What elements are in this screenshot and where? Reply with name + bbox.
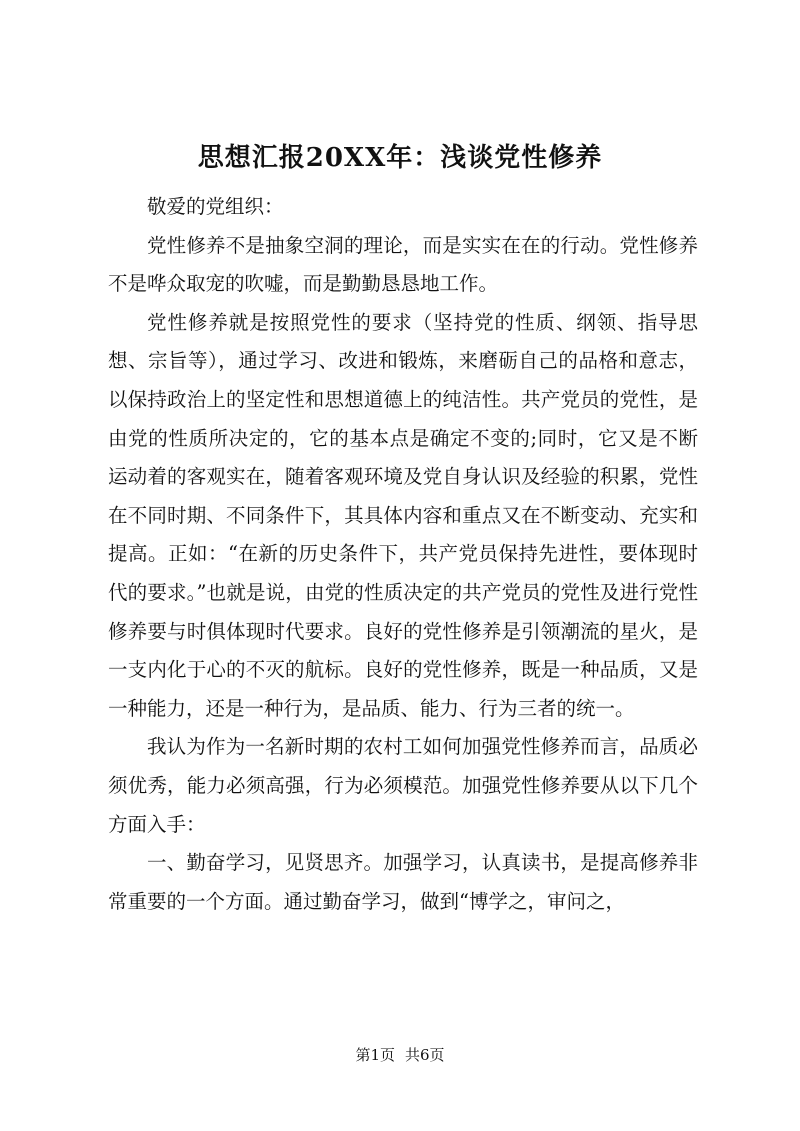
page-number: 第1页 — [355, 1046, 395, 1064]
body-paragraph: 党性修养不是抽象空洞的理论，而是实实在在的行动。党性修养不是哗众取宠的吹嘘，而是勤勤恳恳地工作。 — [108, 233, 698, 296]
body-paragraph: 党性修养就是按照党性的要求（坚持党的性质、纲领、指导思想、宗旨等），通过学习、改进和锻炼，来磨砺自己的品格和意志，以保持政治上的坚定性和思想道德上的纯洁性。共产党员的党性，是由党的性质所决定的，它的基本点是确定不变的;同时，它又是不断运动着的客观实在，随着客观环境及党自身认识及经验的积累，党性在不同时期、不同条件下，其具体内容和重点又在不断变动、充实和提高。正如：“在新的历史条件下，共产党员保持先进性，要体现时代的要求。”也就是说，由党的性质决定的共产党员的党性及进行党性修养要与时俱体现时代要求。良好的党性修养是引领潮流的星火，是一支内化于心的不灭的航标。良好的党性修养，既是一种品质，又是一种能力，还是一种行为，是品质、能力、行为三者的统一。 — [108, 310, 698, 720]
page-total: 共6页 — [405, 1046, 445, 1064]
document-title: 思想汇报20XX年：浅谈党性修养 — [197, 143, 603, 173]
page-footer — [0, 1045, 800, 1065]
salutation-paragraph: 敬爱的党组织： — [147, 195, 284, 218]
document-body — [108, 188, 698, 921]
body-paragraph: 一、勤奋学习，见贤思齐。加强学习，认真读书，是提高修养非常重要的一个方面。通过勤奋学习，做到“博学之，审问之， — [108, 851, 698, 913]
body-paragraph: 我认为作为一名新时期的农村工如何加强党性修养而言，品质必须优秀，能力必须高强，行为必须模范。加强党性修养要从以下几个方面入手： — [108, 735, 698, 836]
